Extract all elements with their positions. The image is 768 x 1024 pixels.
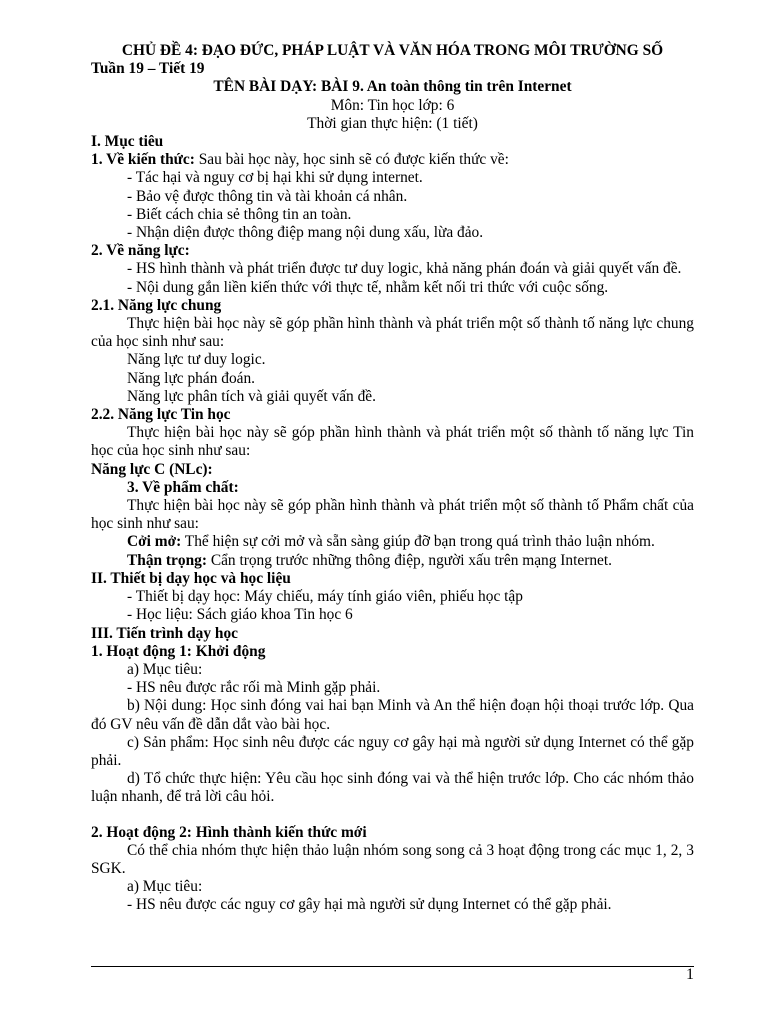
activity-1-item: - HS nêu được rắc rối mà Minh gặp phải. [127, 679, 381, 697]
activity-1-heading: 1. Hoạt động 1: Khởi động [91, 642, 266, 660]
open-mind-paragraph [91, 533, 694, 551]
week-line: Tuần 19 – Tiết 19 [91, 60, 205, 78]
equipment-item: - Học liệu: Sách giáo khoa Tin học 6 [127, 606, 353, 624]
document-body [91, 42, 694, 915]
subject-line: Môn: Tin học lớp: 6 [330, 96, 455, 114]
general-ability-text: Thực hiện bài học này sẽ góp phần hình thành và phát triển một số thành tố năng lực chung của học sinh như sau: [91, 315, 694, 351]
duration-line: Thời gian thực hiện: (1 tiết) [307, 114, 478, 132]
section-2-heading: II. Thiết bị dạy học và học liệu [91, 569, 291, 587]
activity-2-intro: Có thể chia nhóm thực hiện thảo luận nhóm song song cả 3 hoạt động trong các mục 1, 2, 3 SGK. [91, 841, 694, 877]
careful-paragraph [91, 552, 694, 570]
open-mind-text: Thể hiện sự cởi mở và sẵn sàng giúp đỡ bạn trong quá trình thảo luận nhóm. [181, 533, 655, 551]
knowledge-label: 1. Về kiến thức: [91, 151, 195, 169]
activity-2-item: a) Mục tiêu: [127, 878, 203, 896]
quality-text: Thực hiện bài học này sẽ góp phần hình thành và phát triển một số thành tố Phẩm chất của học sinh như sau: [91, 497, 694, 533]
nlc-line: Năng lực C (NLc): [91, 460, 213, 478]
activity-1-item: d) Tổ chức thực hiện: Yêu cầu học sinh đóng vai và thể hiện trước lớp. Cho các nhóm thảo luận nhanh, để trả lời câu hỏi. [91, 770, 694, 806]
lesson-title: TÊN BÀI DẠY: BÀI 9. An toàn thông tin trên Internet [213, 78, 572, 96]
knowledge-item: - Bảo vệ được thông tin và tài khoản cá nhân. [127, 187, 408, 205]
ability-heading: 2. Về năng lực: [91, 242, 190, 260]
ability-item: - Nội dung gắn liền kiến thức với thực tế, nhằm kết nối tri thức với cuộc sống. [127, 278, 609, 296]
activity-1-item: a) Mục tiêu: [127, 660, 203, 678]
activity-2-heading: 2. Hoạt động 2: Hình thành kiến thức mới [91, 823, 367, 841]
topic-title: CHỦ ĐỀ 4: ĐẠO ĐỨC, PHÁP LUẬT VÀ VĂN HÓA TRONG MÔI TRƯỜNG SỐ [121, 42, 664, 59]
careful-text: Cẩn trọng trước những thông điệp, người xấu trên mạng Internet. [206, 551, 613, 569]
page-number: 1 [686, 966, 694, 983]
ability-item: - HS hình thành và phát triển được tư duy logic, khả năng phán đoán và giải quyết vấn đề. [127, 260, 682, 278]
paragraph-gap [91, 807, 694, 824]
it-ability-text: Thực hiện bài học này sẽ góp phần hình thành và phát triển một số thành tố năng lực Tin học của học sinh như sau: [91, 424, 694, 460]
equipment-item: - Thiết bị dạy học: Máy chiếu, máy tính giáo viên, phiếu học tập [127, 588, 523, 606]
section-3-heading: III. Tiến trình dạy học [91, 624, 238, 642]
careful-label: Thận trọng: [127, 551, 207, 569]
footer-divider [91, 966, 694, 967]
activity-1-item: b) Nội dung: Học sinh đóng vai hai bạn Minh và An thể hiện đoạn hội thoại trước lớp. Qua đó GV nêu vấn đề dẫn dắt vào bài học. [91, 697, 694, 733]
general-ability-heading: 2.1. Năng lực chung [91, 296, 222, 314]
general-ability-item: Năng lực phán đoán. [127, 369, 256, 387]
activity-2-item: - HS nêu được các nguy cơ gây hại mà người sử dụng Internet có thể gặp phải. [127, 896, 612, 914]
knowledge-paragraph [91, 151, 694, 169]
general-ability-item: Năng lực tư duy logic. [127, 351, 266, 369]
knowledge-item: - Biết cách chia sẻ thông tin an toàn. [127, 205, 352, 223]
knowledge-text: Sau bài học này, học sinh sẽ có được kiến thức về: [194, 151, 509, 169]
knowledge-item: - Tác hại và nguy cơ bị hại khi sử dụng internet. [127, 169, 423, 187]
general-ability-item: Năng lực phân tích và giải quyết vấn đề. [127, 387, 376, 405]
open-mind-label: Cởi mở: [127, 533, 182, 551]
knowledge-item: - Nhận diện được thông điệp mang nội dung xấu, lừa đảo. [127, 224, 484, 242]
it-ability-heading: 2.2. Năng lực Tin học [91, 406, 231, 424]
section-1-heading: I. Mục tiêu [91, 133, 164, 151]
quality-heading: 3. Về phẩm chất: [127, 478, 239, 496]
activity-1-item: c) Sản phẩm: Học sinh nêu được các nguy cơ gây hại mà người sử dụng Internet có thể gặp phải. [91, 733, 694, 769]
